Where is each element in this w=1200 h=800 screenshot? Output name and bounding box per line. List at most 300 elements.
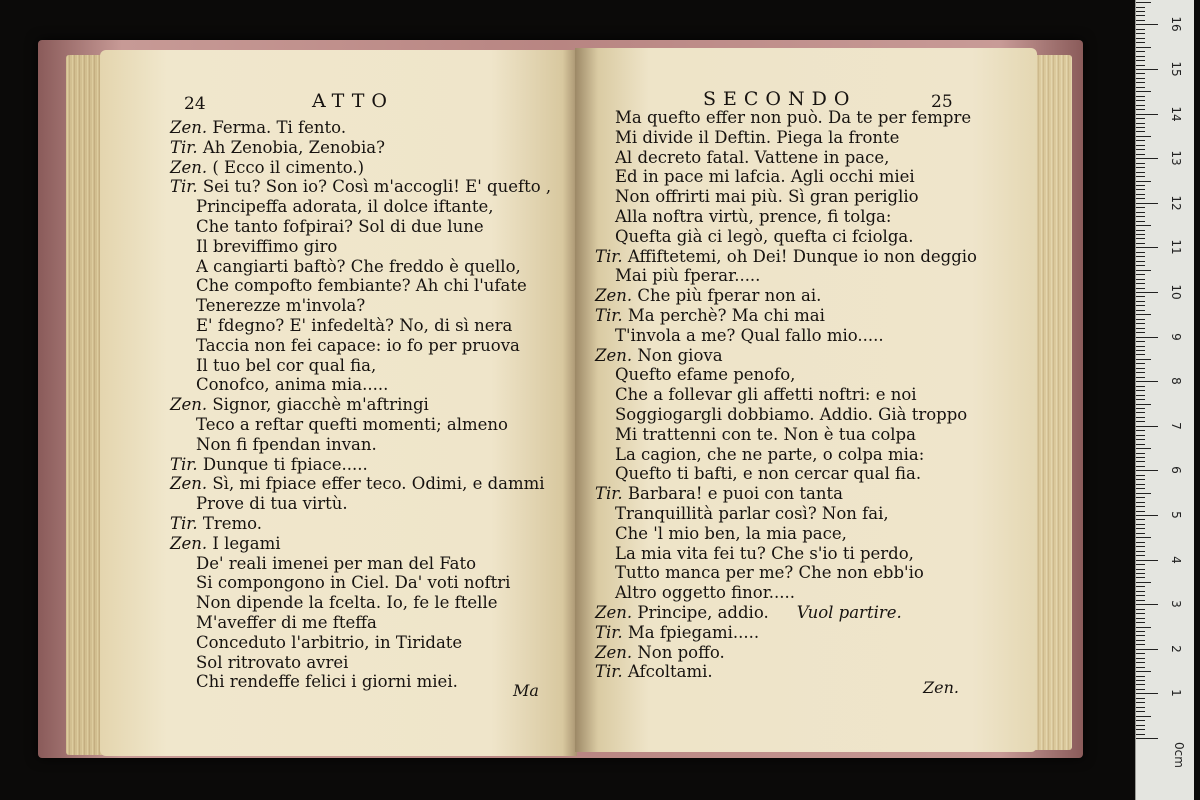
verse-text: Non offrirti mai più. Sì gran periglio xyxy=(615,187,919,207)
verse-line xyxy=(170,455,368,475)
verse-text: Taccia non fei capace: io fo per pruova xyxy=(196,335,520,355)
ruler-tick xyxy=(1136,172,1145,173)
ruler-tick xyxy=(1136,270,1151,271)
ruler-tick xyxy=(1136,38,1145,39)
ruler-tick xyxy=(1136,60,1145,61)
verse-line xyxy=(595,623,759,643)
verse-line xyxy=(615,207,891,227)
verse-text: Afcoltami. xyxy=(627,662,713,682)
verse-text: Che più fperar non ai. xyxy=(637,286,822,306)
verse-text: Non giova xyxy=(637,345,723,365)
ruler-tick xyxy=(1136,216,1145,217)
ruler-tick xyxy=(1136,618,1145,619)
verse-line xyxy=(196,257,521,277)
ruler-tick xyxy=(1136,149,1145,150)
verse-text: Mi trattenni con te. Non è tua colpa xyxy=(615,424,916,444)
verse-text: T'invola a me? Qual fallo mio..... xyxy=(615,325,884,345)
ruler-tick xyxy=(1136,20,1145,21)
speaker-name: Tir. xyxy=(170,514,203,533)
speaker-name: Zen. xyxy=(170,395,213,415)
verse-text: La mia vita fei tu? Che s'io ti perdo, xyxy=(615,543,914,563)
speaker-name: Zen. xyxy=(170,118,213,137)
ruler-tick xyxy=(1136,653,1145,654)
ruler-tick xyxy=(1136,354,1145,355)
verse-text: Principe, addio. xyxy=(637,603,769,622)
ruler-tick xyxy=(1136,475,1145,476)
verse-text: Ed in pace mi lafcia. Agli occhi miei xyxy=(615,167,915,187)
verse-text: Quefto ti bafti, e non cercar qual fia. xyxy=(615,464,922,484)
ruler-tick xyxy=(1136,185,1145,186)
ruler-tick xyxy=(1136,649,1158,650)
ruler-tick xyxy=(1136,497,1145,498)
ruler-tick xyxy=(1136,247,1158,248)
ruler-tick xyxy=(1136,292,1158,293)
ruler-tick xyxy=(1136,515,1158,516)
speaker-name: Tir. xyxy=(170,177,203,197)
ruler-tick xyxy=(1136,283,1145,284)
ruler-tick xyxy=(1136,105,1145,106)
ruler-tick xyxy=(1136,350,1145,351)
ruler-tick xyxy=(1136,118,1145,119)
ruler-tick xyxy=(1136,395,1145,396)
ruler-tick xyxy=(1136,448,1151,449)
ruler-tick xyxy=(1136,627,1151,628)
ruler-number: 9 xyxy=(1169,332,1183,341)
ruler-tick xyxy=(1136,207,1145,208)
verse-text: Ma quefto effer non può. Da te per fempre xyxy=(615,108,972,127)
ruler-tick xyxy=(1136,622,1145,623)
ruler-tick xyxy=(1136,377,1145,378)
ruler-tick xyxy=(1136,573,1145,574)
ruler-tick xyxy=(1136,667,1145,668)
ruler-tick xyxy=(1136,212,1145,213)
ruler-tick xyxy=(1136,56,1145,57)
ruler-tick xyxy=(1136,261,1145,262)
verse-text: Tenerezze m'invola? xyxy=(196,296,366,316)
ruler-tick xyxy=(1136,524,1145,525)
verse-line xyxy=(615,464,921,484)
verse-text: Sol ritrovato avrei xyxy=(196,652,349,672)
ruler-tick xyxy=(1136,301,1145,302)
ruler-tick xyxy=(1136,484,1145,485)
ruler-tick xyxy=(1136,314,1151,315)
ruler-tick xyxy=(1136,69,1158,70)
ruler-tick xyxy=(1136,203,1158,204)
ruler-tick xyxy=(1136,658,1145,659)
ruler-tick xyxy=(1136,136,1151,137)
verse-text: Chi rendeffe felici i giorni miei. xyxy=(196,672,458,692)
verse-line xyxy=(170,118,346,138)
ruler-tick xyxy=(1136,230,1145,231)
ruler-tick xyxy=(1136,680,1145,681)
ruler-tick xyxy=(1136,234,1145,235)
ruler-number: 11 xyxy=(1169,239,1183,256)
verse-line xyxy=(615,524,847,544)
verse-text: Principeffa adorata, il dolce iftante, xyxy=(196,197,494,217)
ruler-tick xyxy=(1136,51,1145,52)
ruler-tick xyxy=(1136,533,1145,534)
verse-line xyxy=(170,158,364,178)
ruler-tick xyxy=(1136,47,1151,48)
speaker-name: Zen. xyxy=(170,157,213,177)
ruler-tick xyxy=(1136,720,1145,721)
ruler-number: 8 xyxy=(1169,377,1183,385)
ruler-tick xyxy=(1136,243,1145,244)
right-catchword: Zen. xyxy=(923,678,959,697)
verse-text: Dunque ti fpiace..... xyxy=(202,454,368,474)
ruler-tick xyxy=(1136,600,1145,601)
verse-text: Mi divide il Deftin. Piega la fronte xyxy=(615,127,900,147)
ruler-tick xyxy=(1136,426,1158,427)
verse-text: Conceduto l'arbitrio, in Tiridate xyxy=(196,632,463,652)
ruler-tick xyxy=(1136,176,1145,177)
verse-line xyxy=(615,583,795,603)
ruler-tick xyxy=(1136,399,1145,400)
right-page-number: 25 xyxy=(931,92,953,112)
ruler-number: 2 xyxy=(1169,644,1183,653)
ruler-tick xyxy=(1136,546,1145,547)
verse-line xyxy=(170,177,551,197)
ruler-tick xyxy=(1136,511,1145,512)
verse-line xyxy=(615,425,916,445)
ruler-tick xyxy=(1136,24,1158,25)
speaker-name: Tir. xyxy=(595,306,628,325)
ruler-tick xyxy=(1136,586,1145,587)
left-page-number: 24 xyxy=(184,94,206,114)
ruler-tick xyxy=(1136,609,1145,610)
verse-text: Quefto efame penofo, xyxy=(615,365,796,385)
ruler-tick xyxy=(1136,2,1151,3)
ruler-tick xyxy=(1136,604,1158,605)
ruler-tick xyxy=(1136,167,1145,168)
verse-text: Non poffo. xyxy=(637,642,725,662)
ruler-tick xyxy=(1136,65,1145,66)
verse-line xyxy=(196,356,376,376)
verse-line xyxy=(615,128,899,148)
ruler-tick xyxy=(1136,368,1145,369)
stage-direction: Vuol partire. xyxy=(796,603,902,622)
verse-line xyxy=(595,643,725,663)
verse-line xyxy=(615,227,913,247)
speaker-name: Tir. xyxy=(170,137,203,157)
verse-line xyxy=(595,286,821,306)
ruler-number: 4 xyxy=(1169,555,1183,564)
ruler-tick xyxy=(1136,29,1145,30)
ruler-tick xyxy=(1136,644,1145,645)
left-catchword: Ma xyxy=(513,681,539,700)
verse-text: A cangiarti baftò? Che freddo è quello, xyxy=(196,256,521,276)
ruler-tick xyxy=(1136,87,1145,88)
ruler-tick xyxy=(1136,693,1158,694)
left-page xyxy=(100,50,577,756)
ruler-tick xyxy=(1136,154,1145,155)
verse-text: Ma perchè? Ma chi mai xyxy=(627,306,825,325)
verse-text: I legami xyxy=(212,533,281,553)
ruler-tick xyxy=(1136,595,1145,596)
speaker-name: Zen. xyxy=(595,286,638,306)
ruler-tick xyxy=(1136,439,1145,440)
verse-text: Tremo. xyxy=(202,514,263,533)
ruler-tick xyxy=(1136,564,1145,565)
verse-line xyxy=(196,237,337,257)
verse-text: Non fi fpendan invan. xyxy=(196,434,377,454)
ruler-tick xyxy=(1136,631,1145,632)
verse-line xyxy=(595,306,825,326)
verse-text: Il breviffimo giro xyxy=(196,236,338,256)
ruler-tick xyxy=(1136,305,1145,306)
verse-text: Signor, giacchè m'aftringi xyxy=(212,395,429,415)
speaker-name: Zen. xyxy=(595,345,638,365)
measuring-ruler xyxy=(1135,0,1194,800)
ruler-tick xyxy=(1136,158,1158,159)
ruler-tick xyxy=(1136,15,1145,16)
verse-line xyxy=(170,474,545,494)
ruler-tick xyxy=(1136,591,1145,592)
ruler-tick xyxy=(1136,225,1151,226)
ruler-tick xyxy=(1136,528,1145,529)
ruler-tick xyxy=(1136,430,1145,431)
ruler-tick xyxy=(1136,131,1145,132)
ruler-tick xyxy=(1136,78,1145,79)
verse-text: Non dipende la fcelta. Io, fe le ftelle xyxy=(196,593,498,613)
ruler-tick xyxy=(1136,288,1145,289)
ruler-tick xyxy=(1136,221,1145,222)
ruler-number: 16 xyxy=(1169,16,1183,33)
verse-line xyxy=(196,593,497,613)
ruler-tick xyxy=(1136,381,1158,382)
ruler-tick xyxy=(1136,435,1145,436)
verse-text: Alla noftra virtù, prence, fi tolga: xyxy=(615,207,892,226)
verse-line xyxy=(196,217,484,237)
ruler-tick xyxy=(1136,100,1145,101)
verse-line xyxy=(196,296,365,316)
ruler-number: 1 xyxy=(1169,689,1183,698)
verse-line xyxy=(595,346,723,366)
ruler-number: 7 xyxy=(1169,421,1183,430)
left-running-head: ATTO xyxy=(312,90,394,112)
ruler-tick xyxy=(1136,91,1151,92)
verse-line xyxy=(615,167,915,187)
ruler-tick xyxy=(1136,181,1151,182)
verse-line xyxy=(196,494,348,514)
verse-line xyxy=(196,613,377,633)
verse-line xyxy=(196,435,377,455)
verse-text: Affiftetemi, oh Dei! Dunque io non deggio xyxy=(627,246,977,266)
ruler-tick xyxy=(1136,114,1158,115)
speaker-name: Tir. xyxy=(595,662,628,682)
right-running-head: SECONDO xyxy=(703,88,857,110)
verse-text: Al decreto fatal. Vattene in pace, xyxy=(615,147,890,167)
ruler-tick xyxy=(1136,417,1145,418)
verse-text: Soggiogargli dobbiamo. Addio. Già troppo xyxy=(615,405,968,424)
ruler-tick xyxy=(1136,502,1145,503)
ruler-tick xyxy=(1136,470,1158,471)
ruler-tick xyxy=(1136,466,1145,467)
ruler-tick xyxy=(1136,684,1145,685)
ruler-tick xyxy=(1136,404,1151,405)
ruler-number: 13 xyxy=(1169,150,1183,166)
verse-line xyxy=(196,415,508,435)
ruler-tick xyxy=(1136,676,1145,677)
ruler-tick xyxy=(1136,711,1145,712)
ruler-tick xyxy=(1136,363,1145,364)
ruler-tick xyxy=(1136,662,1145,663)
ruler-unit-label: 0cm xyxy=(1171,742,1186,768)
ruler-number: 12 xyxy=(1169,195,1183,211)
ruler-tick xyxy=(1136,577,1145,578)
ruler-tick xyxy=(1136,323,1145,324)
verse-text: Altro oggetto finor..... xyxy=(615,583,796,603)
ruler-tick xyxy=(1136,386,1145,387)
ruler-tick xyxy=(1136,457,1145,458)
verse-text: E' fdegno? E' infedeltà? No, di sì nera xyxy=(196,316,513,335)
ruler-tick xyxy=(1136,310,1145,311)
speaker-name: Tir. xyxy=(170,454,203,474)
verse-line xyxy=(615,266,760,286)
ruler-tick xyxy=(1136,11,1145,12)
verse-line xyxy=(170,138,385,158)
verse-line xyxy=(615,187,919,207)
ruler-tick xyxy=(1136,707,1145,708)
verse-line xyxy=(615,405,967,425)
speaker-name: Zen. xyxy=(595,603,638,622)
ruler-tick xyxy=(1136,296,1145,297)
ruler-tick xyxy=(1136,390,1145,391)
ruler-tick xyxy=(1136,82,1145,83)
verse-text: Ah Zenobia, Zenobia? xyxy=(202,137,385,157)
verse-text: Che compofto fembiante? Ah chi l'ufate xyxy=(196,276,527,296)
verse-text: Prove di tua virtù. xyxy=(196,494,348,514)
ruler-tick xyxy=(1136,109,1145,110)
verse-text: Conofco, anima mia..... xyxy=(196,375,389,395)
speaker-name: Zen. xyxy=(170,474,213,494)
verse-line xyxy=(615,326,884,346)
verse-line xyxy=(615,544,914,564)
verse-line xyxy=(196,197,494,217)
verse-text: Sei tu? Son io? Così m'accogli! E' quefto , xyxy=(202,177,552,197)
verse-text: Mai più fperar..... xyxy=(615,266,761,286)
verse-line xyxy=(170,395,429,415)
verse-text: Tranquillità parlar così? Non fai, xyxy=(615,504,889,523)
ruler-tick xyxy=(1136,127,1145,128)
right-page xyxy=(575,48,1037,752)
ruler-tick xyxy=(1136,725,1145,726)
verse-text: Che 'l mio ben, la mia pace, xyxy=(615,523,847,543)
verse-text: Quefta già ci legò, quefta ci fciolga. xyxy=(615,226,914,246)
ruler-tick xyxy=(1136,493,1151,494)
ruler-tick xyxy=(1136,582,1151,583)
verse-line xyxy=(615,148,889,168)
ruler-tick xyxy=(1136,537,1151,538)
ruler-number: 15 xyxy=(1169,61,1183,77)
ruler-tick xyxy=(1136,145,1145,146)
verse-line xyxy=(196,336,520,356)
ruler-tick xyxy=(1136,73,1145,74)
verse-text: Il tuo bel cor qual fia, xyxy=(196,355,377,375)
verse-line xyxy=(170,534,281,554)
ruler-tick xyxy=(1136,265,1145,266)
verse-line xyxy=(615,445,924,465)
verse-line xyxy=(615,563,924,583)
verse-line xyxy=(615,385,917,405)
ruler-tick xyxy=(1136,279,1145,280)
speaker-name: Tir. xyxy=(595,484,628,504)
ruler-tick xyxy=(1136,542,1145,543)
ruler-tick xyxy=(1136,671,1151,672)
verse-text: Barbara! e puoi con tanta xyxy=(627,484,843,504)
ruler-number: 5 xyxy=(1169,511,1183,519)
verse-line xyxy=(615,108,971,128)
ruler-tick xyxy=(1136,734,1145,735)
verse-line xyxy=(196,554,476,574)
ruler-tick xyxy=(1136,488,1145,489)
ruler-tick xyxy=(1136,319,1145,320)
ruler-tick xyxy=(1136,444,1145,445)
ruler-tick xyxy=(1136,140,1145,141)
verse-text: ( Ecco il cimento.) xyxy=(212,157,365,177)
verse-text: Teco a reftar quefti momenti; almeno xyxy=(196,415,508,434)
ruler-tick xyxy=(1136,519,1145,520)
ruler-tick xyxy=(1136,702,1145,703)
verse-line xyxy=(196,276,527,296)
ruler-tick xyxy=(1136,337,1158,338)
ruler-tick xyxy=(1136,359,1151,360)
ruler-tick xyxy=(1136,332,1145,333)
speaker-name: Tir. xyxy=(595,622,628,642)
ruler-tick xyxy=(1136,729,1145,730)
ruler-tick xyxy=(1136,689,1145,690)
speaker-name: Tir. xyxy=(595,246,628,266)
ruler-tick xyxy=(1136,238,1145,239)
ruler-tick xyxy=(1136,461,1145,462)
ruler-tick xyxy=(1136,7,1145,8)
verse-line xyxy=(615,504,889,524)
verse-text: Sì, mi fpiace effer teco. Odimi, e dammi xyxy=(212,474,545,494)
ruler-tick xyxy=(1136,96,1145,97)
ruler-number: 3 xyxy=(1169,600,1183,608)
ruler-tick xyxy=(1136,274,1145,275)
verse-line xyxy=(595,247,977,267)
ruler-tick xyxy=(1136,328,1145,329)
ruler-number: 10 xyxy=(1169,284,1183,300)
verse-line xyxy=(196,672,458,692)
ruler-tick xyxy=(1136,252,1145,253)
verse-text: Che a follevar gli affetti noftri: e noi xyxy=(615,385,917,405)
ruler-tick xyxy=(1136,551,1145,552)
ruler-tick xyxy=(1136,635,1145,636)
ruler-tick xyxy=(1136,613,1145,614)
verse-line xyxy=(615,365,795,385)
ruler-tick xyxy=(1136,42,1145,43)
ruler-tick xyxy=(1136,256,1145,257)
verse-line xyxy=(595,603,902,623)
verse-line xyxy=(595,662,713,682)
ruler-tick xyxy=(1136,738,1158,739)
ruler-tick xyxy=(1136,341,1145,342)
ruler-tick xyxy=(1136,479,1145,480)
ruler-tick xyxy=(1136,640,1145,641)
verse-text: Che tanto fofpirai? Sol di due lune xyxy=(196,217,484,236)
verse-line xyxy=(595,484,843,504)
ruler-tick xyxy=(1136,569,1145,570)
verse-line xyxy=(196,653,348,673)
verse-text: Ma fpiegami..... xyxy=(627,622,760,642)
ruler-tick xyxy=(1136,698,1145,699)
ruler-number: 6 xyxy=(1169,466,1183,475)
ruler-tick xyxy=(1136,506,1145,507)
ruler-tick xyxy=(1136,555,1145,556)
ruler-tick xyxy=(1136,421,1145,422)
